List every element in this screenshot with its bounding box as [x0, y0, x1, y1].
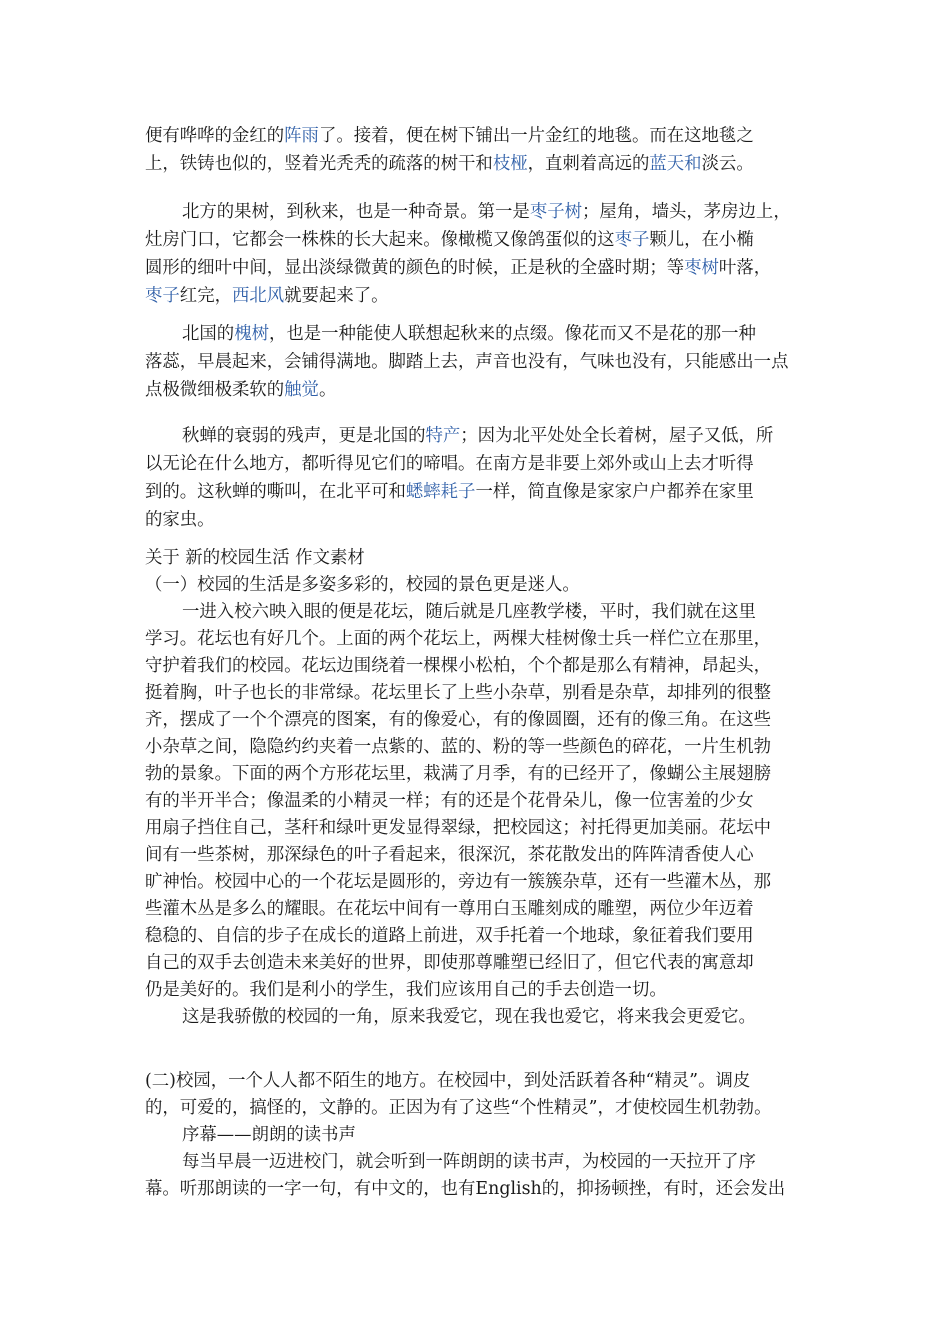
- text-segment: ，直刺着高远的: [527, 154, 650, 174]
- hyperlink[interactable]: 枣子: [614, 230, 650, 250]
- text-segment: 就要起来了。: [284, 286, 389, 306]
- text-line: 用扇子挡住自己，茎秆和绿叶更发显得翠绿，把校园这；衬托得更加美丽。花坛中: [145, 818, 772, 838]
- text-segment: 上，铁铸也似的，竖着光秃秃的疏落的树干和: [145, 154, 493, 174]
- paragraph-autumn-cicada: [145, 422, 810, 534]
- text-segment: 灶房门口，它都会一株株的长大起来。像橄榄又像鸽蛋似的这: [145, 230, 615, 250]
- section-two: [145, 1068, 810, 1203]
- hyperlink[interactable]: 特产: [425, 426, 461, 446]
- text-line: 守护着我们的校园。花坛边围绕着一棵棵小松柏，个个都是那么有精神，昂起头，: [145, 656, 772, 676]
- text-line: 幕。听那朗读的一字一句，有中文的，也有English的，抑扬顿挫，有时，还会发出: [145, 1179, 786, 1199]
- paragraph-locust-tree: [145, 320, 810, 404]
- subsection-title: 序幕——朗朗的读书声: [182, 1125, 356, 1145]
- text-line-closing: 这是我骄傲的校园的一角，原来我爱它，现在我也爱它，将来我会更爱它。: [182, 1007, 756, 1027]
- text-line: 间有一些茶树，那深绿色的叶子看起来，很深沉，茶花散发出的阵阵清香使人心: [145, 845, 754, 865]
- hyperlink[interactable]: 西北风: [231, 286, 285, 306]
- hyperlink[interactable]: 槐树: [234, 324, 269, 344]
- text-line: 学习。花坛也有好几个。上面的两个花坛上，两棵大桂树像士兵一样伫立在那里，: [145, 629, 772, 649]
- hyperlink[interactable]: 枝桠: [492, 154, 528, 174]
- text-line: [145, 254, 810, 282]
- text-segment: 叶落，: [718, 258, 772, 278]
- text-line: [145, 198, 810, 226]
- text-segment: ；屋角，墙头，茅房边上，: [582, 202, 791, 222]
- text-line: [145, 320, 810, 348]
- text-segment: 了。接着，便在树下铺出一片金红的地毯。而在这地毯之: [318, 126, 754, 146]
- text-segment: 。: [318, 380, 337, 400]
- text-line: [145, 226, 810, 254]
- paragraph-falling-leaves: [145, 122, 810, 178]
- text-segment: 一样，简直像是家家户户都养在家里: [475, 482, 754, 502]
- hyperlink[interactable]: 枣子树: [529, 202, 583, 222]
- text-line: 的，可爱的，搞怪的，文静的。正因为有了这些“个性精灵”，才使校园生机勃勃。: [145, 1098, 772, 1118]
- hyperlink[interactable]: 蟋蟀耗子: [405, 482, 476, 502]
- text-segment: 秋蝉的衰弱的残声，更是北国的: [182, 426, 426, 446]
- hyperlink[interactable]: 枣子: [145, 286, 180, 306]
- text-segment: ，也是一种能使人联想起秋来的点缀。像花而又不是花的那一种: [268, 324, 756, 344]
- text-line: 稳稳的、自信的步子在成长的道路上前进，双手托着一个地球，象征着我们要用: [145, 926, 754, 946]
- text-line: 仍是美好的。我们是利小的学生，我们应该用自己的手去创造一切。: [145, 980, 667, 1000]
- text-line: [145, 478, 810, 506]
- text-segment: 颗儿，在小椭: [649, 230, 754, 250]
- text-line: [145, 282, 810, 310]
- hyperlink[interactable]: 枣树: [684, 258, 719, 278]
- text-segment: 北国的: [182, 324, 235, 344]
- hyperlink[interactable]: 阵雨: [284, 126, 319, 146]
- text-line: [145, 376, 810, 404]
- text-line: 勃的景象。下面的两个方形花坛里，栽满了月季，有的已经开了，像蝴公主展翅膀: [145, 764, 772, 784]
- text-line: [145, 122, 810, 150]
- text-segment: 圆形的细叶中间，显出淡绿微黄的颜色的时候，正是秋的全盛时期；等: [145, 258, 685, 278]
- text-line: 小杂草之间，隐隐约约夹着一点紫的、蓝的、粉的等一些颜色的碎花，一片生机勃: [145, 737, 772, 757]
- text-segment: 点极微细极柔软的: [145, 380, 285, 400]
- text-segment: 落蕊，早晨起来，会铺得满地。脚踏上去，声音也没有，气味也没有，只能感出一点: [145, 352, 789, 372]
- text-line: [145, 422, 810, 450]
- text-segment: 到的。这秋蝉的嘶叫，在北平可和: [145, 482, 406, 502]
- text-line: 一进入校六映入眼的便是花坛，随后就是几座教学楼，平时，我们就在这里: [182, 602, 756, 622]
- text-segment: 北方的果树，到秋来，也是一种奇景。第一是: [182, 202, 530, 222]
- text-segment: 便有哗哗的金红的: [145, 126, 285, 146]
- hyperlink[interactable]: 蓝天和: [649, 154, 702, 174]
- text-segment: 的家虫。: [145, 510, 215, 530]
- hyperlink[interactable]: 触觉: [284, 380, 319, 400]
- text-segment: 以无论在什么地方，都听得见它们的啼唱。在南方是非要上郊外或山上去才听得: [145, 454, 754, 474]
- text-line: 自己的双手去创造未来美好的世界，即使那尊雕塑已经旧了，但它代表的寓意却: [145, 953, 754, 973]
- text-line: [145, 450, 810, 478]
- text-line: 每当早晨一迈进校门，就会听到一阵朗朗的读书声，为校园的一天拉开了序: [182, 1152, 756, 1172]
- text-line: 有的半开半合；像温柔的小精灵一样；有的还是个花骨朵儿，像一位害羞的少女: [145, 791, 754, 811]
- text-line: [145, 348, 810, 376]
- text-line: 些灌木丛是多么的耀眼。在花坛中间有一尊用白玉雕刻成的雕塑，两位少年迈着: [145, 899, 754, 919]
- section-heading: 关于 新的校园生活 作文素材: [145, 548, 365, 568]
- text-segment: ；因为北平处处全长着树，屋子又低，所: [460, 426, 774, 446]
- section-one: [145, 545, 810, 1031]
- text-line: 挺着胸，叶子也长的非常绿。花坛里长了上些小杂草，别看是杂草，却排列的很整: [145, 683, 772, 703]
- text-line: (二)校园，一个人人都不陌生的地方。在校园中，到处活跃着各种“精灵”。调皮: [145, 1071, 751, 1091]
- text-line: 齐，摆成了一个个漂亮的图案，有的像爱心，有的像圆圈，还有的像三角。在这些: [145, 710, 772, 730]
- text-line: [145, 506, 810, 534]
- text-segment: 淡云。: [701, 154, 754, 174]
- paragraph-fruit-trees: [145, 198, 810, 310]
- text-line: 旷神怡。校园中心的一个花坛是圆形的，旁边有一簇簇杂草，还有一些灌木丛，那: [145, 872, 772, 892]
- text-segment: 红完，: [179, 286, 232, 306]
- text-line: [145, 150, 810, 178]
- section-one-title: （一）校园的生活是多姿多彩的，校园的景色更是迷人。: [145, 575, 580, 595]
